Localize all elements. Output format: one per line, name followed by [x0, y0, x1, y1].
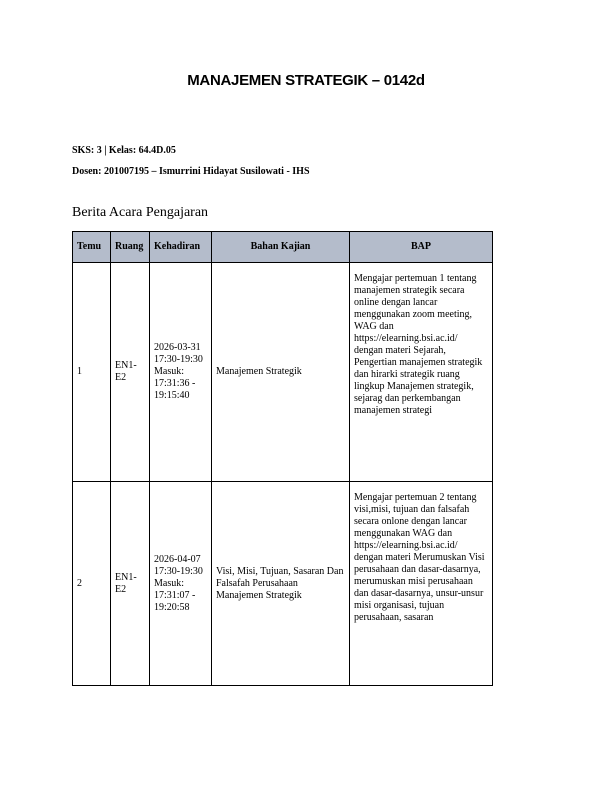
- cell-temu: 2: [73, 482, 111, 686]
- dosen-line: Dosen: 201007195 – Ismurrini Hidayat Susilowati - IHS: [72, 166, 310, 177]
- table-row: [73, 482, 493, 686]
- table-header-row: [73, 232, 493, 263]
- cell-ruang: EN1-E2: [111, 482, 150, 686]
- cell-ruang: EN1-E2: [111, 263, 150, 482]
- header-bap: BAP: [350, 232, 493, 263]
- table-row: [73, 263, 493, 482]
- cell-bahan-kajian: Manajemen Strategik: [212, 263, 350, 482]
- header-temu: Temu: [73, 232, 111, 263]
- berita-acara-table: [72, 231, 493, 686]
- header-kehadiran: Kehadiran: [150, 232, 212, 263]
- cell-kehadiran: 2026-03-31 17:30-19:30 Masuk: 17:31:36 - 19:15:40: [150, 263, 212, 482]
- cell-temu: 1: [73, 263, 111, 482]
- section-title: Berita Acara Pengajaran: [72, 205, 209, 220]
- header-bahan-kajian: Bahan Kajian: [212, 232, 350, 263]
- cell-bahan-kajian: Visi, Misi, Tujuan, Sasaran Dan Falsafah Perusahaan Manajemen Strategik: [212, 482, 350, 686]
- sks-kelas-line: SKS: 3 | Kelas: 64.4D.05: [72, 145, 176, 156]
- header-ruang: Ruang: [111, 232, 150, 263]
- cell-bap: Mengajar pertemuan 2 tentang visi,misi, tujuan dan falsafah secara onlone dengan lancar menggunakan WAG dan https://elearning.bsi.ac.id/ dengan materi Merumuskan Visi perusahaan dan dasar-dasarnya, merumuskan misi perusahaan dan dasar-dasarnya, unsur-unsur misi organisasi, tujuan perusahaan, sasaran: [350, 482, 493, 686]
- document-title: MANAJEMEN STRATEGIK – 0142d: [187, 72, 425, 89]
- cell-bap: Mengajar pertemuan 1 tentang manajemen strategik secara online dengan lancar menggunakan zoom meeting, WAG dan https://elearning.bsi.ac.id/ dengan materi Sejarah, Pengertian manajemen strategik dan hirarki strategik ruang lingkup Manajemen strategik, sejarag dan perkembangan manajemen strategi: [350, 263, 493, 482]
- cell-kehadiran: 2026-04-07 17:30-19:30 Masuk: 17:31:07 - 19:20:58: [150, 482, 212, 686]
